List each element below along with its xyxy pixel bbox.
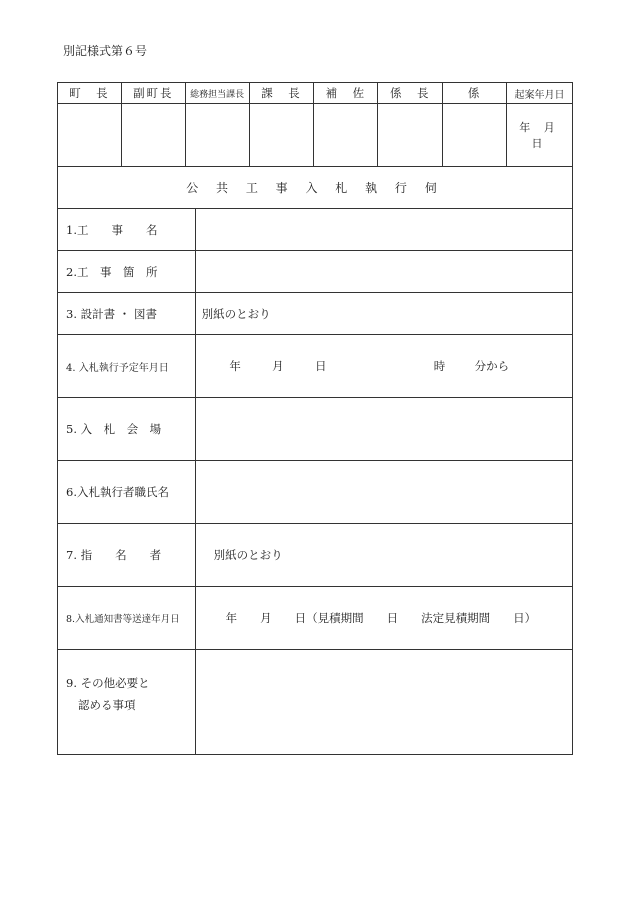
- approval-stamp-table: [57, 82, 573, 167]
- stamp-cell-deputy-mayor[interactable]: [121, 104, 185, 167]
- label-construction-name: 1.工 事 名: [58, 209, 196, 251]
- label-design-documents: 3. 設計書 ・ 図書: [58, 293, 196, 335]
- field-bid-official[interactable]: [195, 461, 572, 524]
- header-staff: 係: [443, 83, 507, 104]
- bid-request-form-table: [57, 166, 573, 755]
- header-mayor: 町 長: [58, 83, 122, 104]
- label-other-line2: 認める事項: [78, 698, 136, 712]
- header-subsection-chief: 係 長: [378, 83, 443, 104]
- row-construction-name: [58, 209, 573, 251]
- bid-minute: 分から: [474, 359, 510, 373]
- field-notice-delivery-date[interactable]: 年 月 日（見積期間 日 法定見積期間 日）: [195, 587, 572, 650]
- form-title: 公 共 工 事 入 札 執 行 伺: [58, 167, 573, 209]
- label-construction-location: 2.工 事 箇 所: [58, 251, 196, 293]
- header-section-chief: 課 長: [249, 83, 314, 104]
- approval-header-row: [58, 83, 573, 104]
- stamp-cell-staff[interactable]: [443, 104, 507, 167]
- field-design-documents[interactable]: 別紙のとおり: [195, 293, 572, 335]
- field-construction-location[interactable]: [195, 251, 572, 293]
- bid-month: 月: [272, 359, 284, 373]
- label-bid-venue: 5. 入 札 会 場: [58, 398, 196, 461]
- row-bid-date: [58, 335, 573, 398]
- row-bid-official: [58, 461, 573, 524]
- header-general-affairs-manager: 総務担当課長: [185, 83, 249, 104]
- row-other-matters: [58, 650, 573, 755]
- stamp-cell-mayor[interactable]: [58, 104, 122, 167]
- field-other-matters[interactable]: [195, 650, 572, 755]
- field-bid-venue[interactable]: [195, 398, 572, 461]
- stamp-cell-assistant[interactable]: [314, 104, 378, 167]
- bid-year: 年: [229, 359, 241, 373]
- stamp-cell-section-chief[interactable]: [249, 104, 314, 167]
- stamp-cell-subsection-chief[interactable]: [378, 104, 443, 167]
- label-other-matters: [58, 650, 196, 755]
- label-other-line1: 9. その他必要と: [66, 676, 150, 690]
- form-number: 別記様式第６号: [63, 44, 148, 58]
- row-design-documents: [58, 293, 573, 335]
- bid-day: 日: [314, 359, 327, 373]
- field-bid-date[interactable]: [195, 335, 572, 398]
- bid-hour: 時: [433, 359, 446, 373]
- label-bid-date: 4. 入札執行予定年月日: [58, 335, 196, 398]
- row-nominees: [58, 524, 573, 587]
- header-draft-date: 起案年月日: [507, 83, 573, 104]
- draft-date-field[interactable]: 年 月 日: [507, 104, 573, 167]
- row-bid-venue: [58, 398, 573, 461]
- row-construction-location: [58, 251, 573, 293]
- approval-stamp-row: [58, 104, 573, 167]
- label-bid-official: 6.入札執行者職氏名: [58, 461, 196, 524]
- header-deputy-mayor: 副町長: [121, 83, 185, 104]
- row-notice-delivery-date: [58, 587, 573, 650]
- label-notice-delivery-date: 8.入札通知書等送達年月日: [58, 587, 196, 650]
- field-construction-name[interactable]: [195, 209, 572, 251]
- stamp-cell-general-affairs-manager[interactable]: [185, 104, 249, 167]
- label-nominees: 7. 指 名 者: [58, 524, 196, 587]
- header-assistant: 補 佐: [314, 83, 378, 104]
- field-nominees[interactable]: 別紙のとおり: [195, 524, 572, 587]
